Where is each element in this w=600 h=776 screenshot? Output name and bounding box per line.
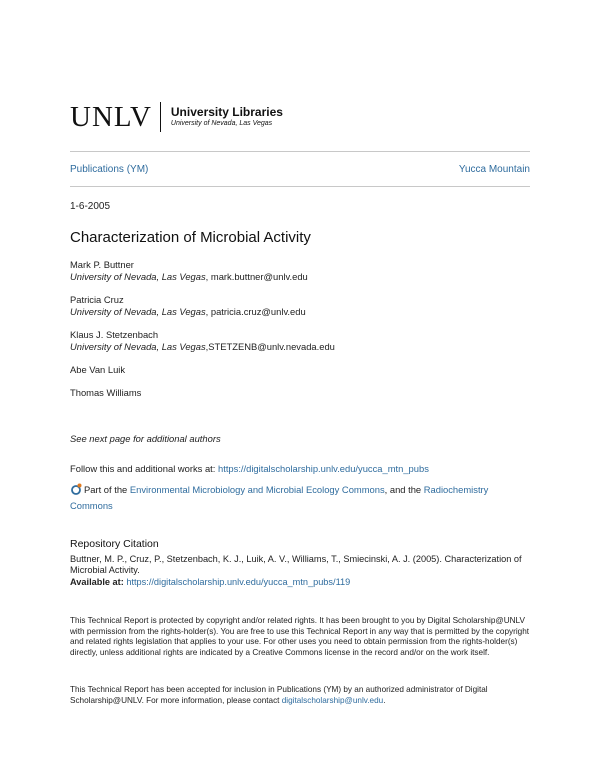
author-name: Thomas Williams <box>70 387 142 398</box>
top-divider <box>70 151 530 152</box>
author-affiliation-line <box>70 306 530 318</box>
unlv-libraries-logo[interactable] <box>70 100 283 134</box>
additional-authors-note: See next page for additional authors <box>70 433 221 444</box>
author-email[interactable]: , mark.buttner@unlv.edu <box>205 271 308 282</box>
author-list <box>70 259 530 410</box>
part-of-line <box>70 482 535 514</box>
logo-mark: UNLV <box>70 100 152 133</box>
author-name: Patricia Cruz <box>70 294 124 305</box>
contact-email-link[interactable]: digitalscholarship@unlv.edu <box>281 695 384 705</box>
available-line <box>70 577 532 589</box>
author-affiliation: University of Nevada, Las Vegas <box>70 306 206 317</box>
logo-divider <box>160 102 161 132</box>
logo-subtitle: University of Nevada, Las Vegas <box>170 119 273 127</box>
author-entry <box>70 387 530 399</box>
bottom-divider <box>70 186 530 187</box>
publications-link[interactable]: Publications (YM) <box>70 164 149 175</box>
author-affiliation: University of Nevada, Las Vegas <box>70 271 206 282</box>
author-affiliation: University of Nevada, Las Vegas <box>70 341 206 352</box>
radiochemistry-link[interactable]: Radiochemistry <box>423 484 489 495</box>
author-entry <box>70 294 530 318</box>
citation-heading: Repository Citation <box>70 538 159 550</box>
commons-network-icon <box>70 483 82 495</box>
acceptance-end: . <box>383 695 386 705</box>
author-name: Klaus J. Stetzenbach <box>70 329 159 340</box>
part-of-middle: , and the <box>384 484 424 495</box>
acceptance-statement <box>70 685 532 706</box>
collection-url-link[interactable]: https://digitalscholarship.unlv.edu/yucca_mtn_pubs <box>218 463 429 474</box>
follow-line <box>70 463 429 474</box>
author-email[interactable]: ,STETZENB@unlv.nevada.edu <box>205 341 335 352</box>
environmental-microbiology-link[interactable]: Environmental Microbiology and Microbial Ecology Commons <box>129 484 385 495</box>
follow-prefix: Follow this and additional works at: <box>70 463 218 474</box>
author-name: Abe Van Luik <box>70 364 126 375</box>
author-entry <box>70 259 530 283</box>
citation-text: Buttner, M. P., Cruz, P., Stetzenbach, K. J., Luik, A. V., Williams, T., Smiecinski, A. J. (2005). Characterization of Microbial Activity. <box>70 553 522 575</box>
repository-citation <box>70 539 532 588</box>
radiochemistry-link-cont[interactable]: Commons <box>70 500 113 511</box>
publication-date: 1-6-2005 <box>70 201 111 212</box>
logo-title: University Libraries <box>170 105 283 120</box>
author-email[interactable]: , patricia.cruz@unlv.edu <box>205 306 306 317</box>
acceptance-text: This Technical Report has been accepted for inclusion in Publications (YM) by an authorized administrator of Digital Scholarship@UNLV. For more information, please contact <box>70 685 488 705</box>
yucca-mountain-link[interactable]: Yucca Mountain <box>458 164 530 175</box>
rights-statement: This Technical Report is protected by copyright and/or related rights. It has been brought to you by Digital Scholarship@UNLV with permission from the rights-holder(s). You are free to use this Technical Report in any way that is permitted by the copyright and related rights legislation that applies to your use. For other uses you need to obtain permission from the rights-holder(s) directly, unless additional rights are indicated by a Creative Commons license in the record and/or on the work itself. <box>70 616 530 657</box>
logo-text <box>171 106 283 128</box>
author-entry <box>70 364 530 376</box>
author-affiliation-line <box>70 341 530 353</box>
author-name: Mark P. Buttner <box>70 259 134 270</box>
author-entry <box>70 329 530 353</box>
collection-nav <box>70 164 530 175</box>
part-of-prefix: Part of the <box>84 484 130 495</box>
available-label: Available at: <box>70 576 127 587</box>
author-affiliation-line <box>70 271 530 283</box>
document-title: Characterization of Microbial Activity <box>70 229 311 246</box>
item-url-link[interactable]: https://digitalscholarship.unlv.edu/yucca_mtn_pubs/119 <box>126 576 351 587</box>
